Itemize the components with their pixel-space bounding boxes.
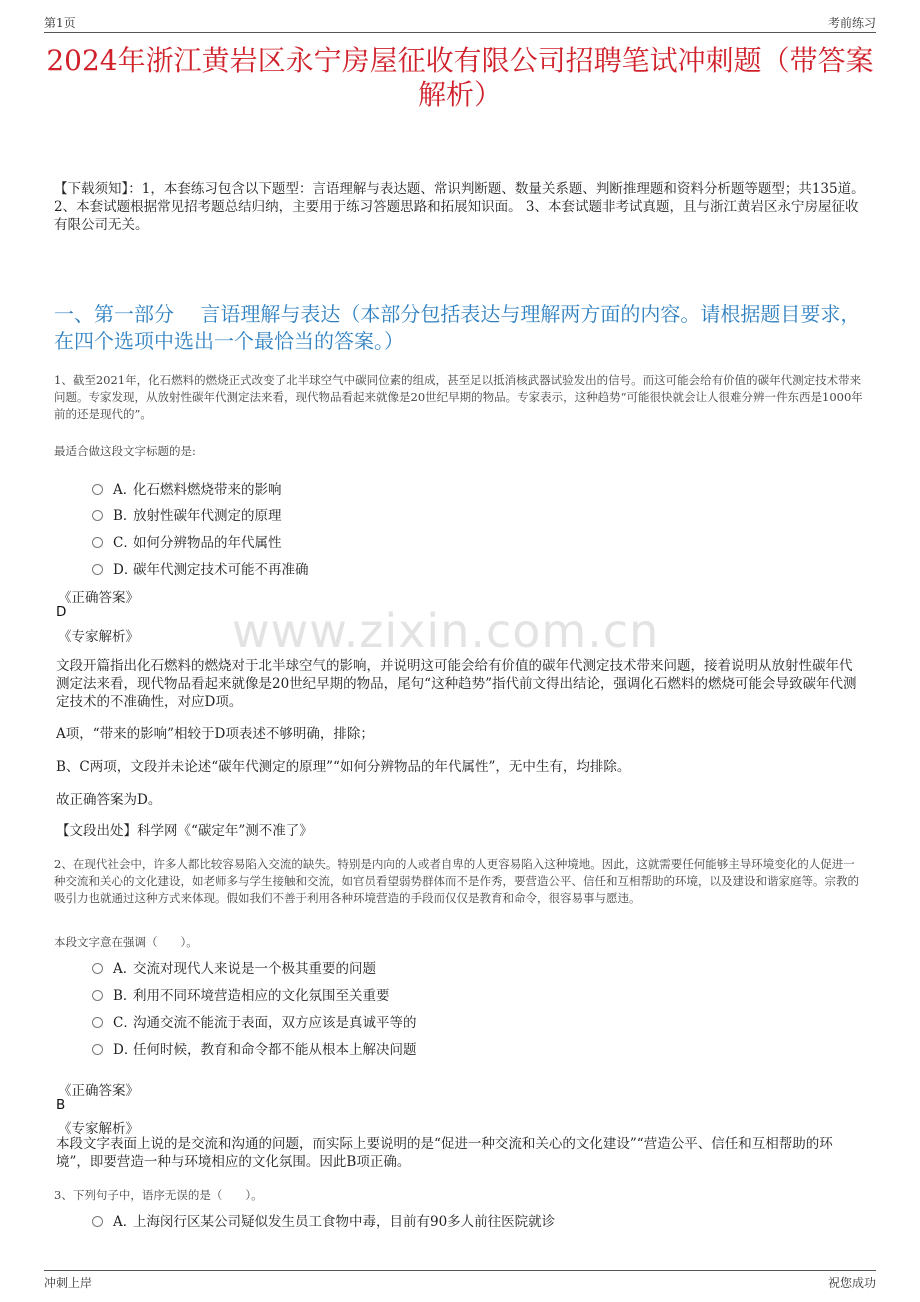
option-key: D． [113,1042,138,1058]
option-text: 利用不同环境营造相应的文化氛围至关重要 [133,988,390,1004]
analysis-label: 《专家解析》 [58,629,139,645]
question-2-stem: 本段文字意在强调（ ）。 [54,935,198,949]
option-text: 上海闵行区某公司疑似发生员工食物中毒，目前有90多人前往医院就诊 [133,1214,556,1230]
question-1-answer: D [56,604,67,620]
radio-icon[interactable] [92,484,103,495]
question-1-option-d[interactable] [92,558,309,578]
page-header [44,12,876,33]
radio-icon[interactable] [92,564,103,575]
question-1-text: 1、截至2021年，化石燃料的燃烧正式改变了北半球空气中碳同位素的组成，甚至足以抵消核武器试验发出的信号。而这可能会给有价值的碳年代测定技术带来问题。专家发现，从放射性碳年代测定法来看，现代物品看起来就像是20世纪早期的物品。专家表示，这种趋势“可能很快就会让人很难分辨一件东西是1000年前的还是现代的”。 [54,373,863,421]
question-3-text: 3、下列句子中，语序无误的是（ ）。 [54,1188,263,1202]
radio-icon[interactable] [92,1216,103,1227]
download-notice: 【下载须知】：1，本套练习包含以下题型：言语理解与表达题、常识判断题、数量关系题、判断推理题和资料分析题等题型；共135道。 2、本套试题根据常见招考题总结归纳，主要用于练习答题思路和拓展知识面。 3、本套试题非考试真题，且与浙江黄岩区永宁房屋征收有限公司无关。 [54,181,865,233]
option-key: D． [113,562,138,578]
question-1-option-a[interactable] [92,478,282,498]
question-3-option-a[interactable] [92,1210,555,1230]
option-text: 化石燃料燃烧带来的影响 [133,482,282,498]
question-1-analysis: 文段开篇指出化石燃料的燃烧对于北半球空气的影响，并说明这可能会给有价值的碳年代测定技术带来问题，接着说明从放射性碳年代测定法来看，现代物品看起来就像是20世纪早期的物品，尾句“这种趋势”指代前文得出结论，强调化石燃料的燃烧可能会导致碳年代测定技术的不准确性，对应D项。 [56,658,857,710]
question-1-analysis-a: A项，“带来的影响”相较于D项表述不够明确，排除； [56,726,374,742]
question-1-conclusion: 故正确答案为D。 [56,792,162,808]
option-text: 交流对现代人来说是一个极其重要的问题 [133,961,376,977]
analysis-label: 《专家解析》 [58,1121,139,1137]
option-text: 如何分辨物品的年代属性 [133,535,282,551]
section-heading: 一、第一部分 言语理解与表达（本部分包括表达与理解两方面的内容。请根据题目要求，在四个选项中选出一个最恰当的答案。） [54,302,861,353]
option-key: A． [113,482,137,498]
radio-icon[interactable] [92,1017,103,1028]
radio-icon[interactable] [92,990,103,1001]
document-title: 2024年浙江黄岩区永宁房屋征收有限公司招聘笔试冲刺题（带答案解析） [46,44,874,111]
option-key: A． [113,1214,137,1230]
question-1-stem: 最适合做这段文字标题的是: [54,444,196,458]
answer-label: 《正确答案》 [58,590,139,606]
question-1-source: 【文段出处】科学网《“碳定年”测不准了》 [56,823,313,839]
footer-right: 祝您成功 [827,1276,876,1290]
question-2-answer: B [56,1097,66,1113]
question-2-option-c[interactable] [92,1011,417,1031]
radio-icon[interactable] [92,537,103,548]
question-2-option-b[interactable] [92,984,390,1004]
option-key: C． [113,535,137,551]
radio-icon[interactable] [92,963,103,974]
question-1-option-c[interactable] [92,531,282,551]
option-key: A． [113,961,137,977]
question-2-analysis: 本段文字表面上说的是交流和沟通的问题，而实际上要说明的是“促进一种交流和关心的文化建设”“营造公平、信任和互相帮助的环境”，即要营造一种与环境相应的文化氛围。因此B项正确。 [56,1136,833,1170]
question-2-option-a[interactable] [92,957,376,977]
option-text: 碳年代测定技术可能不再准确 [133,562,309,578]
question-1-analysis-bc: B、C两项，文段并未论述“碳年代测定的原理”“如何分辨物品的年代属性”，无中生有，均排除。 [56,759,631,775]
option-key: B． [113,508,137,524]
watermark: www.zixin.com.cn [232,604,660,658]
radio-icon[interactable] [92,510,103,521]
option-text: 放射性碳年代测定的原理 [133,508,282,524]
question-2-option-d[interactable] [92,1038,417,1058]
page-number: 第1页 [44,16,76,30]
radio-icon[interactable] [92,1044,103,1055]
option-key: C． [113,1015,137,1031]
option-text: 沟通交流不能流于表面，双方应该是真诚平等的 [133,1015,417,1031]
option-text: 任何时候，教育和命令都不能从根本上解决问题 [133,1042,417,1058]
footer-left: 冲刺上岸 [44,1276,93,1290]
header-tag: 考前练习 [827,16,876,30]
page-footer [44,1270,876,1290]
option-key: B． [113,988,137,1004]
question-2-text: 2、在现代社会中，许多人都比较容易陷入交流的缺失。特别是内向的人或者自卑的人更容易陷入这种境地。因此，这就需要任何能够主导环境变化的人促进一种交流和关心的文化建设，如老师多与学生接触和交流，如官员看望弱势群体而不是作秀，要营造公平、信任和互相帮助的环境，以及建设和谐家庭等。宗教的吸引力也就通过这种方式来体现。假如我们不善于利用各种环境营造的手段而仅仅是教育和命令，很容易事与愿违。 [54,857,859,905]
question-1-option-b[interactable] [92,504,282,524]
answer-label: 《正确答案》 [58,1083,139,1099]
